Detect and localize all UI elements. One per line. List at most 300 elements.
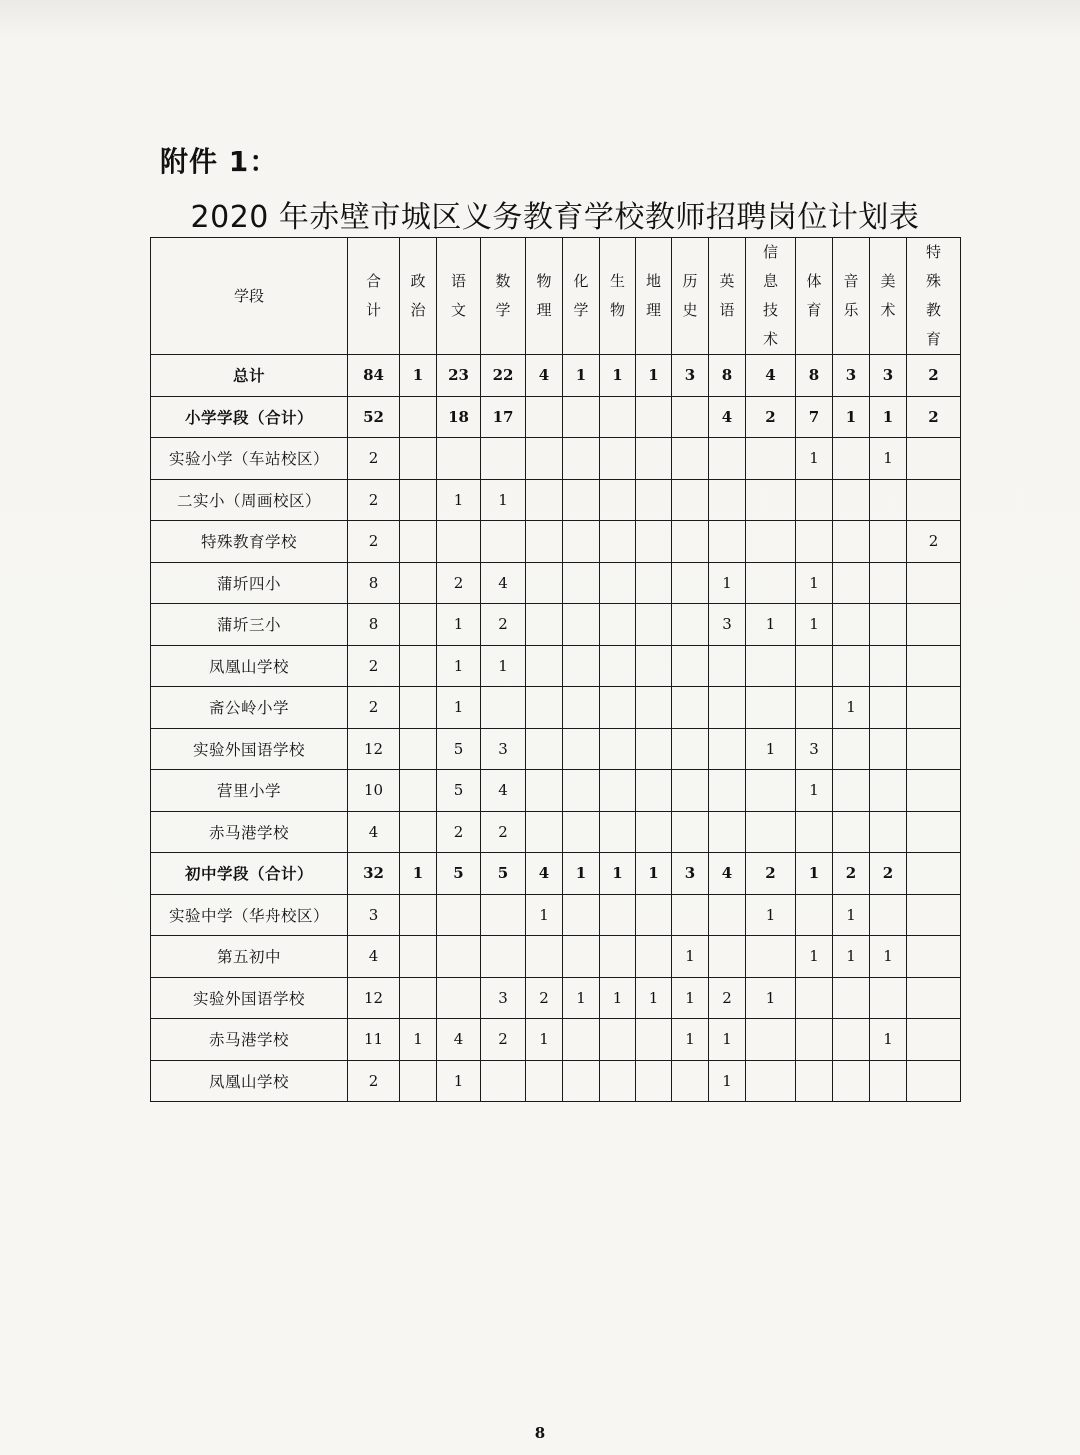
count-cell [636,936,672,978]
table-row [151,438,961,480]
count-cell: 2 [437,562,481,604]
count-cell [400,894,437,936]
count-cell [563,1019,600,1061]
count-cell [600,645,636,687]
count-cell [907,853,961,895]
count-cell [636,894,672,936]
count-cell [870,894,907,936]
count-cell: 8 [348,604,400,646]
count-cell [526,438,563,480]
count-cell [833,604,870,646]
count-cell [400,645,437,687]
column-header-label: 合计 [366,272,382,319]
count-cell: 3 [870,355,907,397]
count-cell: 84 [348,355,400,397]
count-cell: 11 [348,1019,400,1061]
column-header [870,238,907,355]
count-cell [746,1019,796,1061]
count-cell [400,687,437,729]
count-cell [600,438,636,480]
table-row [151,894,961,936]
count-cell: 2 [481,1019,526,1061]
count-cell [400,562,437,604]
count-cell [437,936,481,978]
column-header-label: 英语 [719,272,735,319]
count-cell: 1 [672,977,709,1019]
row-label-cell: 凤凰山学校 [151,645,348,687]
count-cell [907,645,961,687]
count-cell [400,977,437,1019]
row-label-cell: 特殊教育学校 [151,521,348,563]
count-cell [636,438,672,480]
count-cell [481,936,526,978]
count-cell: 2 [907,355,961,397]
count-cell: 3 [481,977,526,1019]
count-cell: 18 [437,396,481,438]
count-cell [870,604,907,646]
column-header-label: 政治 [410,272,426,319]
row-label-cell: 赤马港学校 [151,811,348,853]
column-header-label: 化学 [573,272,589,319]
count-cell [833,1060,870,1102]
count-cell: 1 [833,936,870,978]
count-cell [600,811,636,853]
column-header-label: 信息技术 [763,243,779,348]
count-cell [870,479,907,521]
count-cell [833,811,870,853]
column-header-label: 生物 [610,272,626,319]
count-cell [870,645,907,687]
count-cell [563,728,600,770]
column-header [437,238,481,355]
recruitment-plan-table [150,237,961,1102]
count-cell: 2 [348,645,400,687]
count-cell: 5 [437,853,481,895]
count-cell [437,438,481,480]
count-cell [636,770,672,812]
count-cell [833,562,870,604]
count-cell [600,604,636,646]
column-header-label: 数学 [495,272,511,319]
count-cell [672,770,709,812]
count-cell [400,521,437,563]
count-cell: 1 [796,438,833,480]
count-cell: 1 [709,1019,746,1061]
row-label-cell: 蒲圻四小 [151,562,348,604]
table-row [151,770,961,812]
table-row [151,521,961,563]
count-cell [870,521,907,563]
column-header [636,238,672,355]
count-cell [636,1019,672,1061]
count-cell [833,728,870,770]
count-cell: 1 [481,645,526,687]
count-cell [907,977,961,1019]
count-cell: 1 [437,479,481,521]
count-cell [907,936,961,978]
table-row [151,853,961,895]
count-cell: 1 [833,396,870,438]
count-cell: 1 [437,1060,481,1102]
count-cell [709,936,746,978]
count-cell [400,936,437,978]
count-cell: 1 [563,355,600,397]
count-cell: 12 [348,977,400,1019]
count-cell [400,604,437,646]
count-cell: 2 [907,396,961,438]
count-cell [437,977,481,1019]
count-cell [709,728,746,770]
count-cell: 4 [526,853,563,895]
count-cell [833,1019,870,1061]
count-cell [796,894,833,936]
count-cell: 2 [481,604,526,646]
count-cell [526,1060,563,1102]
count-cell [796,1060,833,1102]
count-cell [526,811,563,853]
column-header [348,238,400,355]
count-cell: 4 [526,355,563,397]
column-header-label: 体育 [806,272,822,319]
row-label-cell: 实验中学（华舟校区） [151,894,348,936]
column-header [672,238,709,355]
table-row [151,811,961,853]
count-cell [870,811,907,853]
column-header-label: 地理 [646,272,662,319]
count-cell: 1 [437,687,481,729]
table-row [151,1060,961,1102]
row-label-cell: 总计 [151,355,348,397]
count-cell [400,811,437,853]
count-cell: 1 [437,604,481,646]
count-cell [833,977,870,1019]
count-cell [672,687,709,729]
count-cell: 1 [833,894,870,936]
count-cell: 2 [907,521,961,563]
count-cell: 2 [481,811,526,853]
count-cell [563,936,600,978]
count-cell: 1 [400,355,437,397]
count-cell: 1 [796,562,833,604]
count-cell [563,770,600,812]
count-cell: 12 [348,728,400,770]
count-cell [400,396,437,438]
count-cell: 1 [400,1019,437,1061]
column-header [709,238,746,355]
count-cell [600,936,636,978]
count-cell: 1 [870,1019,907,1061]
count-cell [526,728,563,770]
column-header-label: 特殊教育 [926,243,942,348]
count-cell: 4 [709,853,746,895]
table-row [151,396,961,438]
count-cell: 1 [833,687,870,729]
row-label-cell: 赤马港学校 [151,1019,348,1061]
count-cell [709,479,746,521]
count-cell [400,1060,437,1102]
count-cell [400,770,437,812]
count-cell: 1 [796,770,833,812]
annex-label: 附件 1： [160,145,279,178]
count-cell [563,1060,600,1102]
count-cell [709,811,746,853]
count-cell [796,1019,833,1061]
count-cell [709,770,746,812]
column-header [907,238,961,355]
count-cell [600,1060,636,1102]
count-cell [709,438,746,480]
count-cell [636,645,672,687]
count-cell [746,562,796,604]
table-row [151,355,961,397]
count-cell [481,521,526,563]
count-cell [636,687,672,729]
count-cell [481,1060,526,1102]
column-header [481,238,526,355]
count-cell [526,645,563,687]
count-cell [907,1060,961,1102]
count-cell [672,604,709,646]
row-label-cell: 实验外国语学校 [151,977,348,1019]
column-header [400,238,437,355]
count-cell: 1 [526,894,563,936]
table-row [151,562,961,604]
count-cell: 7 [796,396,833,438]
count-cell [400,728,437,770]
table-row [151,645,961,687]
count-cell: 3 [348,894,400,936]
count-cell [907,438,961,480]
count-cell: 5 [437,728,481,770]
count-cell [600,396,636,438]
count-cell [600,894,636,936]
count-cell [833,645,870,687]
count-cell: 1 [709,562,746,604]
count-cell [796,521,833,563]
count-cell: 4 [709,396,746,438]
count-cell [563,811,600,853]
row-label-cell: 第五初中 [151,936,348,978]
column-header-label: 音乐 [843,272,859,319]
count-cell: 2 [833,853,870,895]
count-cell [600,562,636,604]
count-cell [709,687,746,729]
count-cell [672,562,709,604]
count-cell [907,894,961,936]
count-cell [709,894,746,936]
count-cell [600,728,636,770]
count-cell [907,728,961,770]
count-cell [796,687,833,729]
count-cell [526,562,563,604]
count-cell [833,438,870,480]
count-cell [636,396,672,438]
row-label-cell: 初中学段（合计） [151,853,348,895]
count-cell [796,645,833,687]
count-cell: 1 [672,1019,709,1061]
count-cell: 1 [636,977,672,1019]
count-cell [672,728,709,770]
count-cell: 10 [348,770,400,812]
count-cell [636,479,672,521]
count-cell [600,770,636,812]
count-cell [636,604,672,646]
count-cell [672,645,709,687]
count-cell [746,811,796,853]
count-cell [833,770,870,812]
count-cell [672,521,709,563]
count-cell: 2 [870,853,907,895]
count-cell: 1 [796,936,833,978]
count-cell: 1 [437,645,481,687]
count-cell [746,936,796,978]
row-label-cell: 小学学段（合计） [151,396,348,438]
column-header-label: 美术 [880,272,896,319]
count-cell: 2 [709,977,746,1019]
table-header-row [151,238,961,355]
count-cell [870,1060,907,1102]
count-cell [746,770,796,812]
count-cell: 1 [870,396,907,438]
count-cell: 2 [348,687,400,729]
column-header [796,238,833,355]
count-cell: 8 [796,355,833,397]
count-cell: 1 [481,479,526,521]
count-cell [796,977,833,1019]
document-title: 2020 年赤壁市城区义务教育学校教师招聘岗位计划表 [190,200,920,235]
count-cell [526,936,563,978]
count-cell [870,770,907,812]
table-row [151,936,961,978]
count-cell [870,728,907,770]
column-header [600,238,636,355]
column-header [833,238,870,355]
column-header-label: 学段 [233,286,264,305]
count-cell [870,977,907,1019]
count-cell [870,562,907,604]
table-row [151,479,961,521]
count-cell: 5 [481,853,526,895]
count-cell [636,811,672,853]
count-cell [563,687,600,729]
count-cell: 4 [348,936,400,978]
table-row [151,1019,961,1061]
count-cell: 3 [709,604,746,646]
count-cell: 3 [672,853,709,895]
count-cell: 32 [348,853,400,895]
count-cell: 2 [348,479,400,521]
count-cell [636,728,672,770]
count-cell [400,438,437,480]
count-cell [481,894,526,936]
count-cell [907,687,961,729]
count-cell [746,1060,796,1102]
count-cell [746,645,796,687]
count-cell: 4 [746,355,796,397]
count-cell: 52 [348,396,400,438]
count-cell [563,521,600,563]
count-cell [636,1060,672,1102]
count-cell: 1 [636,355,672,397]
count-cell [563,438,600,480]
column-header-label: 语文 [451,272,467,319]
row-label-cell: 实验小学（车站校区） [151,438,348,480]
count-cell: 1 [796,604,833,646]
count-cell [600,687,636,729]
count-cell: 4 [481,770,526,812]
count-cell [526,770,563,812]
count-cell [600,1019,636,1061]
count-cell [437,521,481,563]
count-cell [907,1019,961,1061]
count-cell: 8 [709,355,746,397]
count-cell: 1 [600,977,636,1019]
row-label-cell: 营里小学 [151,770,348,812]
row-label-cell: 实验外国语学校 [151,728,348,770]
count-cell [672,811,709,853]
count-cell: 1 [746,977,796,1019]
column-header-label: 物理 [536,272,552,319]
count-cell: 22 [481,355,526,397]
count-cell [907,479,961,521]
count-cell: 1 [563,977,600,1019]
row-label-cell: 二实小（周画校区） [151,479,348,521]
count-cell [672,396,709,438]
count-cell [481,687,526,729]
count-cell: 1 [746,728,796,770]
count-cell [907,770,961,812]
column-header-label: 历史 [682,272,698,319]
count-cell [563,562,600,604]
count-cell: 2 [437,811,481,853]
count-cell [526,479,563,521]
count-cell [907,604,961,646]
page-number: 8 [534,1424,546,1442]
column-header [151,238,348,355]
count-cell: 1 [672,936,709,978]
count-cell [672,1060,709,1102]
count-cell: 3 [481,728,526,770]
column-header [563,238,600,355]
count-cell [563,604,600,646]
count-cell [796,479,833,521]
count-cell [563,894,600,936]
table-row [151,687,961,729]
count-cell [437,894,481,936]
count-cell [636,562,672,604]
table-row [151,604,961,646]
count-cell [600,521,636,563]
count-cell: 2 [526,977,563,1019]
table-row [151,977,961,1019]
count-cell: 1 [709,1060,746,1102]
count-cell [400,479,437,521]
count-cell: 1 [796,853,833,895]
count-cell [907,562,961,604]
count-cell: 2 [746,853,796,895]
count-cell: 2 [348,438,400,480]
count-cell: 1 [600,853,636,895]
count-cell [709,521,746,563]
count-cell [709,645,746,687]
count-cell [870,687,907,729]
row-label-cell: 凤凰山学校 [151,1060,348,1102]
table-body [151,355,961,1102]
count-cell: 3 [833,355,870,397]
count-cell: 2 [348,521,400,563]
count-cell [526,521,563,563]
count-cell: 23 [437,355,481,397]
